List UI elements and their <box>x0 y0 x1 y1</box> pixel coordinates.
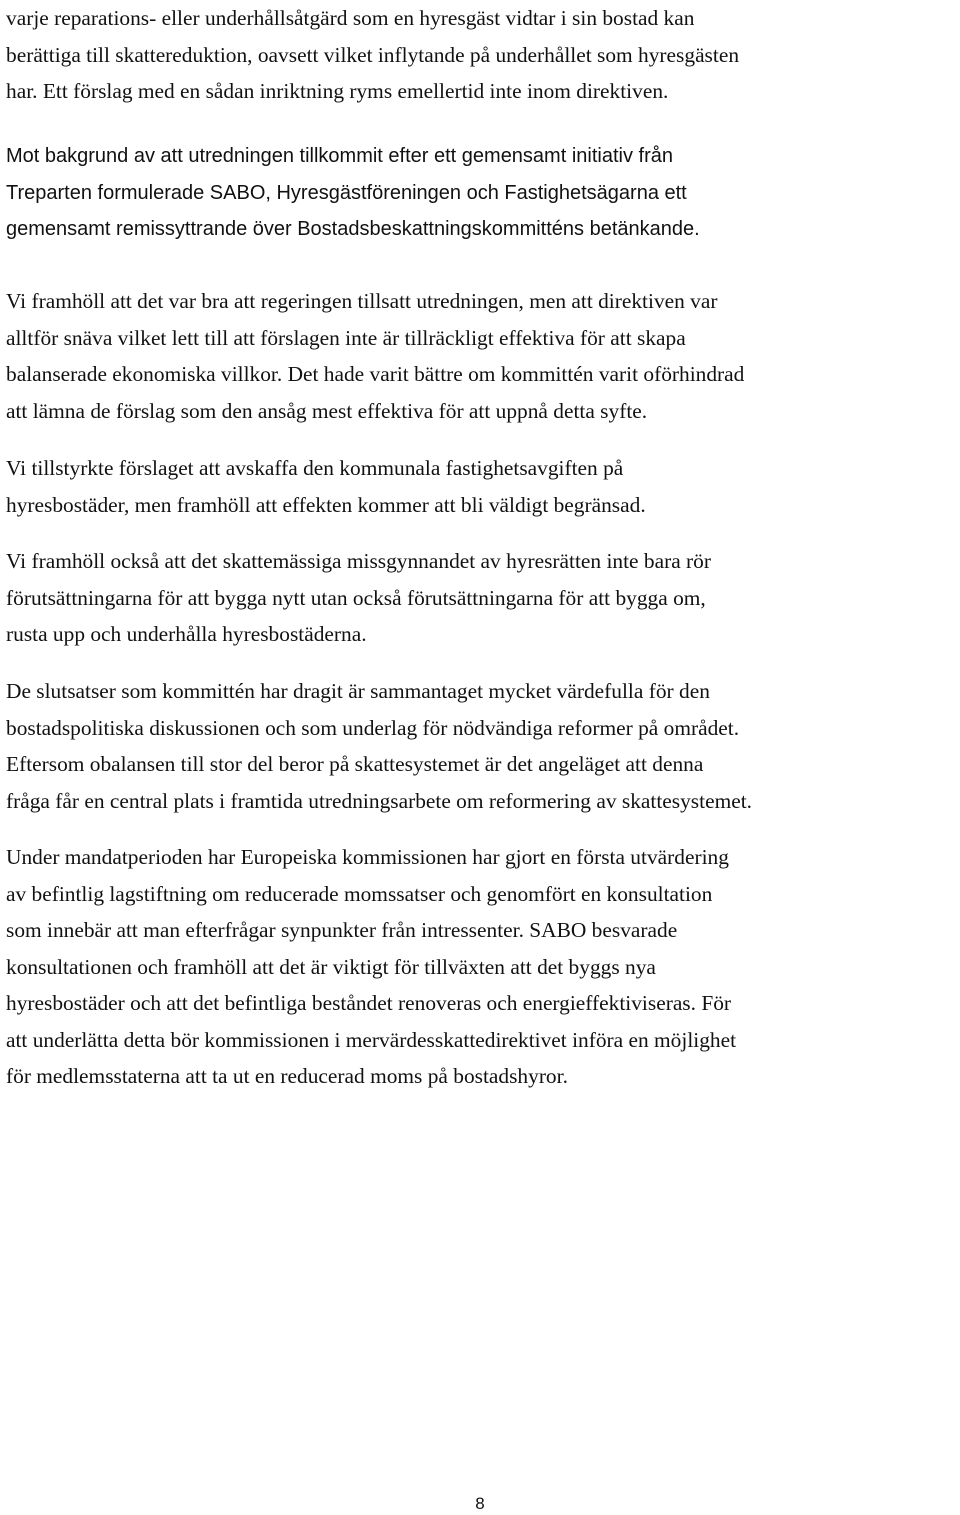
text-line: varje reparations- eller underhållsåtgärd som en hyresgäst vidtar i sin bostad kan <box>6 6 695 30</box>
text-line: av befintlig lagstiftning om reducerade momssatser och genomfört en konsultation <box>6 881 713 906</box>
text-line: rusta upp och underhålla hyresbostäderna. <box>6 622 367 646</box>
page-number: 8 <box>475 1494 485 1513</box>
text-line: Treparten formulerade SABO, Hyresgästföreningen och Fastighetsägarna ett <box>6 181 687 204</box>
text-line: gemensamt remissyttrande över Bostadsbeskattningskommitténs betänkande. <box>6 218 700 240</box>
text-line: Under mandatperioden har Europeiska kommissionen har gjort en första utvärdering <box>6 845 729 869</box>
text-line: berättiga till skattereduktion, oavsett vilket inflytande på underhållet som hyresgästen <box>6 42 740 67</box>
paragraph-2 <box>6 138 956 248</box>
text-line: har. Ett förslag med en sådan inriktning ryms emellertid inte inom direktiven. <box>6 79 669 103</box>
text-line: balanserade ekonomiska villkor. Det hade varit bättre om kommittén varit oförhindrad <box>6 362 745 386</box>
text-line: att underlätta detta bör kommissionen i mervärdesskattedirektivet införa en möjlighet <box>6 1027 737 1052</box>
text-line: Vi framhöll att det var bra att regeringen tillsatt utredningen, men att direktiven var <box>6 289 718 313</box>
text-line: att lämna de förslag som den ansåg mest effektiva för att uppnå detta syfte. <box>6 398 648 423</box>
text-line: för medlemsstaterna att ta ut en reducerad moms på bostadshyror. <box>6 1064 568 1088</box>
text-line: konsultationen och framhöll att det är viktigt för tillväxten att det byggs nya <box>6 954 656 979</box>
text-line: hyresbostäder, men framhöll att effekten kommer att bli väldigt begränsad. <box>6 492 646 517</box>
text-line: fråga får en central plats i framtida utredningsarbete om reformering av skattesystemet. <box>6 788 752 813</box>
text-line: Mot bakgrund av att utredningen tillkommit efter ett gemensamt initiativ från <box>6 145 673 167</box>
text-line: bostadspolitiska diskussionen och som underlag för nödvändiga reformer på området. <box>6 715 740 740</box>
paragraph-1 <box>6 0 956 110</box>
paragraph-6 <box>6 673 956 819</box>
paragraph-4 <box>6 450 956 523</box>
text-line: förutsättningarna för att bygga nytt utan också förutsättningarna för att bygga om, <box>6 585 706 610</box>
text-line: De slutsatser som kommittén har dragit är sammantaget mycket värdefulla för den <box>6 679 710 703</box>
text-line: Vi framhöll också att det skattemässiga missgynnandet av hyresrätten inte bara rör <box>6 549 711 573</box>
text-line: som innebär att man efterfrågar synpunkter från intressenter. SABO besvarade <box>6 918 678 942</box>
text-line: Vi tillstyrkte förslaget att avskaffa den kommunala fastighetsavgiften på <box>6 456 624 480</box>
text-line: Eftersom obalansen till stor del beror på skattesystemet är det angeläget att denna <box>6 752 704 776</box>
text-line: hyresbostäder och att det befintliga beståndet renoveras och energieffektiviseras. För <box>6 991 732 1015</box>
paragraph-7 <box>6 839 956 1095</box>
text-line: alltför snäva vilket lett till att förslagen inte är tillräckligt effektiva för att skapa <box>6 325 686 350</box>
paragraph-3 <box>6 283 956 429</box>
paragraph-5 <box>6 543 956 653</box>
